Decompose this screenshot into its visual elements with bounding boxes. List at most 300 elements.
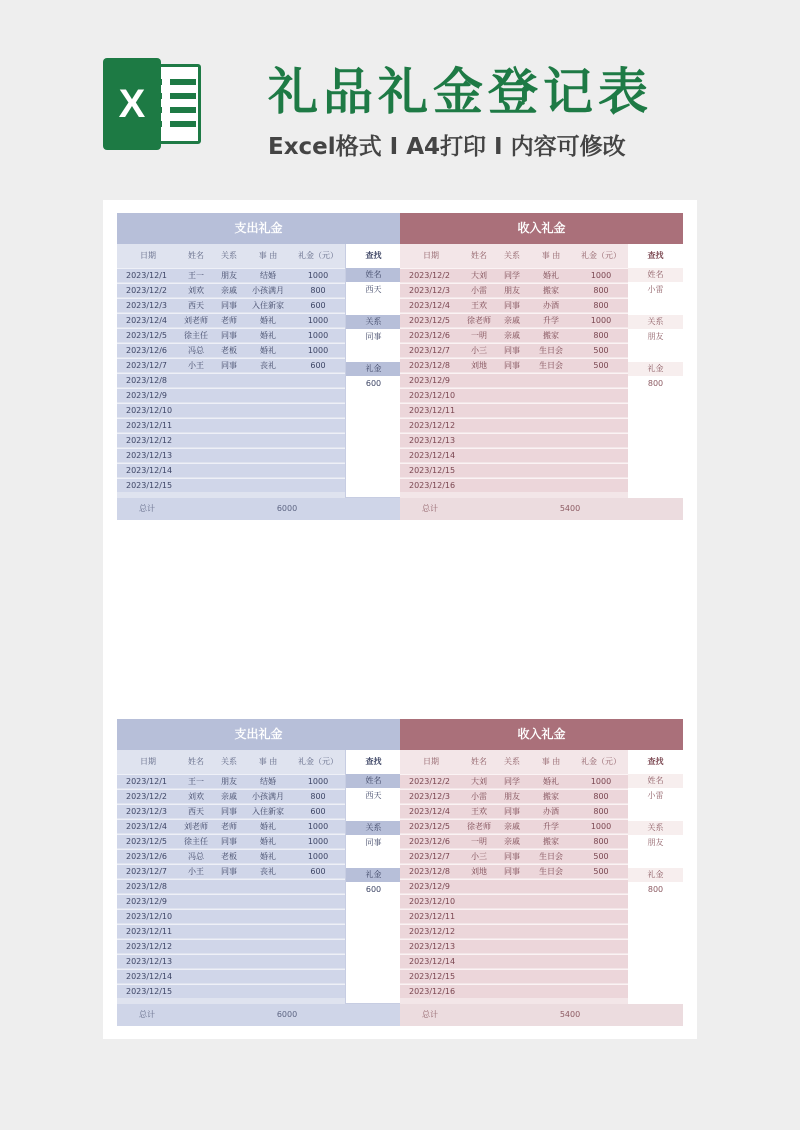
name-cell bbox=[179, 374, 213, 388]
date-cell: 2023/12/2 bbox=[126, 792, 168, 801]
table-row[interactable] bbox=[400, 268, 628, 282]
amount-cell bbox=[291, 925, 345, 939]
reason-cell bbox=[245, 404, 291, 418]
table-row[interactable] bbox=[400, 283, 628, 297]
table-row[interactable] bbox=[400, 849, 628, 863]
reason-cell bbox=[245, 940, 291, 954]
relation-cell: 亲戚 bbox=[504, 331, 520, 340]
table-row[interactable] bbox=[400, 343, 628, 357]
reason-cell: 入住新家 bbox=[252, 807, 284, 816]
date-cell: 2023/12/2 bbox=[409, 777, 451, 786]
relation-cell bbox=[213, 880, 245, 894]
table-row[interactable] bbox=[117, 924, 345, 938]
name-cell: 王一 bbox=[188, 777, 204, 786]
reason-cell bbox=[528, 910, 574, 924]
table-row[interactable] bbox=[117, 448, 345, 462]
name-cell: 王欢 bbox=[471, 301, 487, 310]
table-row[interactable] bbox=[400, 969, 628, 983]
name-cell bbox=[462, 479, 496, 493]
reason-cell: 婚礼 bbox=[260, 331, 276, 340]
date-cell: 2023/12/6 bbox=[409, 331, 451, 340]
table-row[interactable] bbox=[400, 328, 628, 342]
date-cell: 2023/12/3 bbox=[409, 286, 451, 295]
lookup-name-label: 姓名 bbox=[346, 268, 401, 282]
date-cell: 2023/12/7 bbox=[126, 867, 168, 876]
amount-cell bbox=[574, 970, 628, 984]
reason-cell: 婚礼 bbox=[543, 777, 559, 786]
reason-cell: 丧礼 bbox=[260, 867, 276, 876]
reason-cell: 婚礼 bbox=[260, 822, 276, 831]
table-row[interactable] bbox=[117, 819, 345, 833]
amount-cell: 800 bbox=[593, 807, 609, 816]
name-cell bbox=[179, 910, 213, 924]
table-row[interactable] bbox=[400, 909, 628, 923]
table-row[interactable] bbox=[400, 894, 628, 908]
expense-total-row bbox=[117, 1004, 400, 1026]
date-cell: 2023/12/16 bbox=[409, 987, 456, 996]
amount-cell: 1000 bbox=[307, 271, 329, 280]
table-row[interactable] bbox=[117, 774, 345, 788]
relation-header: 关系 bbox=[504, 251, 520, 260]
table-row[interactable] bbox=[400, 433, 628, 447]
name-header: 姓名 bbox=[188, 251, 204, 260]
date-cell: 2023/12/6 bbox=[126, 852, 168, 861]
reason-cell: 婚礼 bbox=[260, 316, 276, 325]
income-lookup-panel bbox=[628, 244, 683, 498]
table-row[interactable] bbox=[117, 849, 345, 863]
name-cell bbox=[462, 449, 496, 463]
table-row[interactable] bbox=[117, 403, 345, 417]
reason-cell: 婚礼 bbox=[543, 271, 559, 280]
name-cell bbox=[462, 940, 496, 954]
lookup-header: 查找 bbox=[365, 757, 382, 766]
name-cell: 小三 bbox=[471, 852, 487, 861]
date-cell: 2023/12/11 bbox=[409, 912, 456, 921]
reason-cell bbox=[528, 449, 574, 463]
name-cell bbox=[179, 955, 213, 969]
reason-cell bbox=[528, 895, 574, 909]
table-row[interactable] bbox=[117, 804, 345, 818]
ledger-block-1 bbox=[117, 213, 683, 520]
income-band-title: 收入礼金 bbox=[400, 213, 683, 244]
table-row[interactable] bbox=[400, 864, 628, 878]
table-row[interactable] bbox=[400, 804, 628, 818]
relation-cell bbox=[496, 940, 528, 954]
date-cell: 2023/12/7 bbox=[409, 852, 451, 861]
reason-header: 事 由 bbox=[541, 251, 561, 260]
lookup-relation-value[interactable]: 朋友 bbox=[647, 838, 664, 847]
relation-cell: 同事 bbox=[504, 852, 520, 861]
page-subtitle: Excel格式 I A4打印 I 内容可修改 bbox=[268, 134, 626, 160]
date-cell: 2023/12/15 bbox=[126, 481, 173, 490]
table-row[interactable] bbox=[400, 789, 628, 803]
date-cell: 2023/12/14 bbox=[409, 451, 456, 460]
expense-table bbox=[117, 750, 400, 1004]
table-row[interactable] bbox=[117, 939, 345, 953]
date-cell: 2023/12/13 bbox=[409, 436, 456, 445]
name-cell: 刘地 bbox=[471, 867, 487, 876]
reason-cell: 生日会 bbox=[539, 867, 563, 876]
amount-cell bbox=[291, 940, 345, 954]
relation-cell: 亲戚 bbox=[221, 286, 237, 295]
relation-cell bbox=[496, 374, 528, 388]
table-row[interactable] bbox=[117, 789, 345, 803]
relation-cell bbox=[213, 955, 245, 969]
total-value: 5400 bbox=[559, 504, 581, 513]
reason-cell bbox=[528, 404, 574, 418]
relation-cell bbox=[213, 970, 245, 984]
name-cell: 大刘 bbox=[471, 777, 487, 786]
reason-cell: 搬家 bbox=[543, 331, 559, 340]
amount-cell: 1000 bbox=[307, 837, 329, 846]
relation-cell bbox=[213, 985, 245, 999]
reason-cell bbox=[528, 434, 574, 448]
amount-cell bbox=[574, 404, 628, 418]
table-row[interactable] bbox=[117, 879, 345, 893]
date-header: 日期 bbox=[423, 251, 439, 260]
reason-cell: 搬家 bbox=[543, 837, 559, 846]
table-row[interactable] bbox=[117, 463, 345, 477]
table-row[interactable] bbox=[117, 418, 345, 432]
date-cell: 2023/12/15 bbox=[409, 972, 456, 981]
date-cell: 2023/12/6 bbox=[126, 346, 168, 355]
name-cell: 小雷 bbox=[471, 792, 487, 801]
amount-cell bbox=[574, 389, 628, 403]
relation-cell bbox=[496, 895, 528, 909]
relation-cell bbox=[496, 464, 528, 478]
reason-cell bbox=[245, 374, 291, 388]
table-row[interactable] bbox=[117, 433, 345, 447]
date-cell: 2023/12/11 bbox=[126, 421, 173, 430]
reason-cell bbox=[245, 434, 291, 448]
name-cell bbox=[462, 925, 496, 939]
date-cell: 2023/12/12 bbox=[126, 942, 173, 951]
amount-header: 礼金（元） bbox=[298, 757, 338, 766]
date-cell: 2023/12/12 bbox=[126, 436, 173, 445]
table-row[interactable] bbox=[400, 448, 628, 462]
name-cell: 刘老师 bbox=[184, 822, 208, 831]
table-row[interactable] bbox=[400, 774, 628, 788]
reason-cell: 丧礼 bbox=[260, 361, 276, 370]
relation-cell bbox=[496, 970, 528, 984]
lookup-amount-value[interactable]: 600 bbox=[365, 379, 382, 388]
name-header: 姓名 bbox=[188, 757, 204, 766]
reason-cell: 结婚 bbox=[260, 777, 276, 786]
amount-cell bbox=[574, 910, 628, 924]
relation-cell: 朋友 bbox=[504, 286, 520, 295]
table-row[interactable] bbox=[400, 924, 628, 938]
table-row[interactable] bbox=[400, 403, 628, 417]
relation-cell: 朋友 bbox=[221, 271, 237, 280]
date-cell: 2023/12/8 bbox=[126, 376, 168, 385]
reason-cell bbox=[528, 940, 574, 954]
amount-cell bbox=[574, 925, 628, 939]
name-cell bbox=[462, 464, 496, 478]
relation-cell: 同事 bbox=[504, 867, 520, 876]
table-row[interactable] bbox=[117, 343, 345, 357]
relation-cell bbox=[213, 464, 245, 478]
relation-cell bbox=[213, 389, 245, 403]
amount-cell: 1000 bbox=[590, 822, 612, 831]
reason-cell bbox=[245, 910, 291, 924]
table-row[interactable] bbox=[400, 954, 628, 968]
lookup-relation-label: 关系 bbox=[346, 315, 401, 329]
name-cell bbox=[179, 940, 213, 954]
lookup-amount-label: 礼金 bbox=[628, 362, 683, 376]
relation-cell bbox=[496, 389, 528, 403]
date-cell: 2023/12/15 bbox=[409, 466, 456, 475]
relation-cell bbox=[213, 925, 245, 939]
date-cell: 2023/12/2 bbox=[126, 286, 168, 295]
reason-cell bbox=[245, 389, 291, 403]
relation-cell: 同事 bbox=[221, 837, 237, 846]
income-total-row bbox=[400, 1004, 683, 1026]
relation-header: 关系 bbox=[504, 757, 520, 766]
date-cell: 2023/12/8 bbox=[409, 361, 451, 370]
name-cell bbox=[462, 374, 496, 388]
date-cell: 2023/12/12 bbox=[409, 421, 456, 430]
amount-header: 礼金（元） bbox=[581, 251, 621, 260]
date-cell: 2023/12/3 bbox=[126, 301, 168, 310]
table-row[interactable] bbox=[400, 418, 628, 432]
table-row[interactable] bbox=[400, 819, 628, 833]
relation-cell: 同学 bbox=[504, 777, 520, 786]
lookup-relation-value[interactable]: 同事 bbox=[365, 838, 382, 847]
relation-cell: 同事 bbox=[504, 361, 520, 370]
table-row[interactable] bbox=[400, 388, 628, 402]
relation-cell: 同事 bbox=[221, 301, 237, 310]
name-cell bbox=[179, 925, 213, 939]
amount-cell: 1000 bbox=[307, 316, 329, 325]
reason-cell: 搬家 bbox=[543, 286, 559, 295]
amount-cell bbox=[574, 940, 628, 954]
relation-cell bbox=[496, 419, 528, 433]
total-value: 6000 bbox=[276, 504, 298, 513]
amount-cell bbox=[574, 895, 628, 909]
relation-cell bbox=[213, 449, 245, 463]
name-cell: 小雷 bbox=[471, 286, 487, 295]
table-row[interactable] bbox=[117, 478, 345, 492]
reason-cell bbox=[245, 970, 291, 984]
amount-cell bbox=[291, 970, 345, 984]
reason-cell: 小孩满月 bbox=[252, 286, 284, 295]
table-row[interactable] bbox=[400, 358, 628, 372]
relation-cell bbox=[496, 880, 528, 894]
expense-table bbox=[117, 244, 400, 498]
lookup-relation-value[interactable]: 同事 bbox=[365, 332, 382, 341]
date-cell: 2023/12/14 bbox=[126, 972, 173, 981]
amount-cell: 500 bbox=[593, 867, 609, 876]
lookup-amount-value[interactable]: 800 bbox=[647, 379, 664, 388]
table-row[interactable] bbox=[400, 939, 628, 953]
relation-cell: 亲戚 bbox=[504, 316, 520, 325]
amount-cell bbox=[574, 419, 628, 433]
table-row[interactable] bbox=[400, 478, 628, 492]
name-cell: 徐老师 bbox=[467, 316, 491, 325]
name-cell bbox=[179, 479, 213, 493]
name-cell: 王一 bbox=[188, 271, 204, 280]
date-cell: 2023/12/10 bbox=[126, 406, 173, 415]
amount-cell: 1000 bbox=[307, 331, 329, 340]
table-row[interactable] bbox=[400, 879, 628, 893]
date-cell: 2023/12/10 bbox=[126, 912, 173, 921]
name-cell: 小三 bbox=[471, 346, 487, 355]
lookup-name-label: 姓名 bbox=[346, 774, 401, 788]
relation-cell: 亲戚 bbox=[221, 792, 237, 801]
relation-cell: 老师 bbox=[221, 316, 237, 325]
lookup-amount-value[interactable]: 800 bbox=[647, 885, 664, 894]
lookup-header: 查找 bbox=[647, 757, 664, 766]
table-row[interactable] bbox=[117, 373, 345, 387]
relation-cell bbox=[213, 895, 245, 909]
date-header: 日期 bbox=[140, 251, 156, 260]
name-cell: 徐主任 bbox=[184, 331, 208, 340]
table-row[interactable] bbox=[117, 268, 345, 282]
amount-cell bbox=[574, 449, 628, 463]
lookup-name-value[interactable]: 西天 bbox=[365, 791, 382, 800]
table-row[interactable] bbox=[117, 984, 345, 998]
date-cell: 2023/12/7 bbox=[126, 361, 168, 370]
expense-band-title: 支出礼金 bbox=[117, 213, 400, 244]
lookup-header: 查找 bbox=[365, 251, 382, 260]
expense-lookup-panel bbox=[345, 244, 400, 498]
reason-cell bbox=[528, 955, 574, 969]
reason-cell bbox=[245, 419, 291, 433]
date-cell: 2023/12/9 bbox=[409, 882, 451, 891]
amount-cell bbox=[574, 479, 628, 493]
lookup-name-value[interactable]: 西天 bbox=[365, 285, 382, 294]
date-cell: 2023/12/3 bbox=[126, 807, 168, 816]
amount-cell: 1000 bbox=[590, 777, 612, 786]
date-cell: 2023/12/11 bbox=[126, 927, 173, 936]
table-row[interactable] bbox=[117, 969, 345, 983]
table-row[interactable] bbox=[117, 909, 345, 923]
name-cell bbox=[462, 880, 496, 894]
amount-cell: 600 bbox=[310, 807, 326, 816]
reason-cell: 婚礼 bbox=[260, 852, 276, 861]
table-row[interactable] bbox=[400, 313, 628, 327]
table-row[interactable] bbox=[117, 298, 345, 312]
name-cell: 冯总 bbox=[188, 346, 204, 355]
name-cell: 刘地 bbox=[471, 361, 487, 370]
table-row[interactable] bbox=[117, 358, 345, 372]
relation-cell: 同事 bbox=[221, 361, 237, 370]
reason-header: 事 由 bbox=[258, 251, 278, 260]
lookup-amount-value[interactable]: 600 bbox=[365, 885, 382, 894]
name-cell: 王欢 bbox=[471, 807, 487, 816]
name-cell bbox=[462, 419, 496, 433]
name-cell: 西天 bbox=[188, 807, 204, 816]
amount-cell: 800 bbox=[310, 792, 326, 801]
reason-cell bbox=[528, 464, 574, 478]
date-cell: 2023/12/9 bbox=[409, 376, 451, 385]
name-cell: 徐老师 bbox=[467, 822, 491, 831]
date-cell: 2023/12/5 bbox=[409, 316, 451, 325]
reason-cell bbox=[245, 880, 291, 894]
amount-cell bbox=[291, 374, 345, 388]
date-cell: 2023/12/5 bbox=[409, 822, 451, 831]
amount-cell bbox=[291, 404, 345, 418]
table-row[interactable] bbox=[117, 894, 345, 908]
reason-cell bbox=[245, 985, 291, 999]
lookup-amount-label: 礼金 bbox=[628, 868, 683, 882]
income-band-title: 收入礼金 bbox=[400, 719, 683, 750]
income-total-row bbox=[400, 498, 683, 520]
amount-cell bbox=[574, 985, 628, 999]
lookup-relation-value[interactable]: 朋友 bbox=[647, 332, 664, 341]
date-cell: 2023/12/5 bbox=[126, 331, 168, 340]
date-cell: 2023/12/7 bbox=[409, 346, 451, 355]
lookup-amount-label: 礼金 bbox=[346, 868, 401, 882]
table-row[interactable] bbox=[117, 864, 345, 878]
lookup-name-value[interactable]: 小雷 bbox=[647, 791, 664, 800]
amount-cell bbox=[291, 985, 345, 999]
table-row[interactable] bbox=[117, 313, 345, 327]
name-cell: 刘欢 bbox=[188, 286, 204, 295]
expense-band-title: 支出礼金 bbox=[117, 719, 400, 750]
reason-header: 事 由 bbox=[258, 757, 278, 766]
lookup-header: 查找 bbox=[647, 251, 664, 260]
reason-cell: 生日会 bbox=[539, 361, 563, 370]
relation-header: 关系 bbox=[221, 757, 237, 766]
reason-cell: 婚礼 bbox=[260, 346, 276, 355]
name-cell bbox=[179, 419, 213, 433]
reason-cell bbox=[528, 389, 574, 403]
table-row[interactable] bbox=[400, 298, 628, 312]
table-row[interactable] bbox=[400, 834, 628, 848]
amount-header: 礼金（元） bbox=[581, 757, 621, 766]
amount-cell: 800 bbox=[593, 286, 609, 295]
page-title: 礼品礼金登记表 bbox=[268, 63, 653, 121]
reason-cell bbox=[528, 925, 574, 939]
amount-cell bbox=[291, 434, 345, 448]
date-cell: 2023/12/6 bbox=[409, 837, 451, 846]
date-cell: 2023/12/15 bbox=[126, 987, 173, 996]
name-cell bbox=[179, 434, 213, 448]
table-row[interactable] bbox=[400, 373, 628, 387]
relation-cell: 朋友 bbox=[504, 792, 520, 801]
amount-cell: 1000 bbox=[307, 346, 329, 355]
table-row[interactable] bbox=[117, 834, 345, 848]
table-row[interactable] bbox=[117, 388, 345, 402]
reason-cell: 升学 bbox=[543, 316, 559, 325]
relation-header: 关系 bbox=[221, 251, 237, 260]
date-cell: 2023/12/1 bbox=[126, 271, 168, 280]
reason-cell bbox=[245, 925, 291, 939]
date-cell: 2023/12/13 bbox=[409, 942, 456, 951]
income-table bbox=[400, 244, 683, 498]
relation-cell: 同事 bbox=[504, 346, 520, 355]
reason-cell: 搬家 bbox=[543, 792, 559, 801]
table-row[interactable] bbox=[400, 984, 628, 998]
table-row[interactable] bbox=[117, 283, 345, 297]
date-cell: 2023/12/4 bbox=[126, 822, 168, 831]
table-row[interactable] bbox=[117, 954, 345, 968]
table-row[interactable] bbox=[117, 328, 345, 342]
date-cell: 2023/12/9 bbox=[126, 897, 168, 906]
lookup-name-value[interactable]: 小雷 bbox=[647, 285, 664, 294]
name-cell bbox=[462, 404, 496, 418]
name-cell bbox=[462, 434, 496, 448]
income-lookup-panel bbox=[628, 750, 683, 1004]
reason-cell bbox=[528, 479, 574, 493]
date-cell: 2023/12/10 bbox=[409, 897, 456, 906]
name-cell bbox=[179, 880, 213, 894]
amount-cell bbox=[291, 895, 345, 909]
date-header: 日期 bbox=[140, 757, 156, 766]
table-row[interactable] bbox=[400, 463, 628, 477]
expense-lookup-panel bbox=[345, 750, 400, 1004]
